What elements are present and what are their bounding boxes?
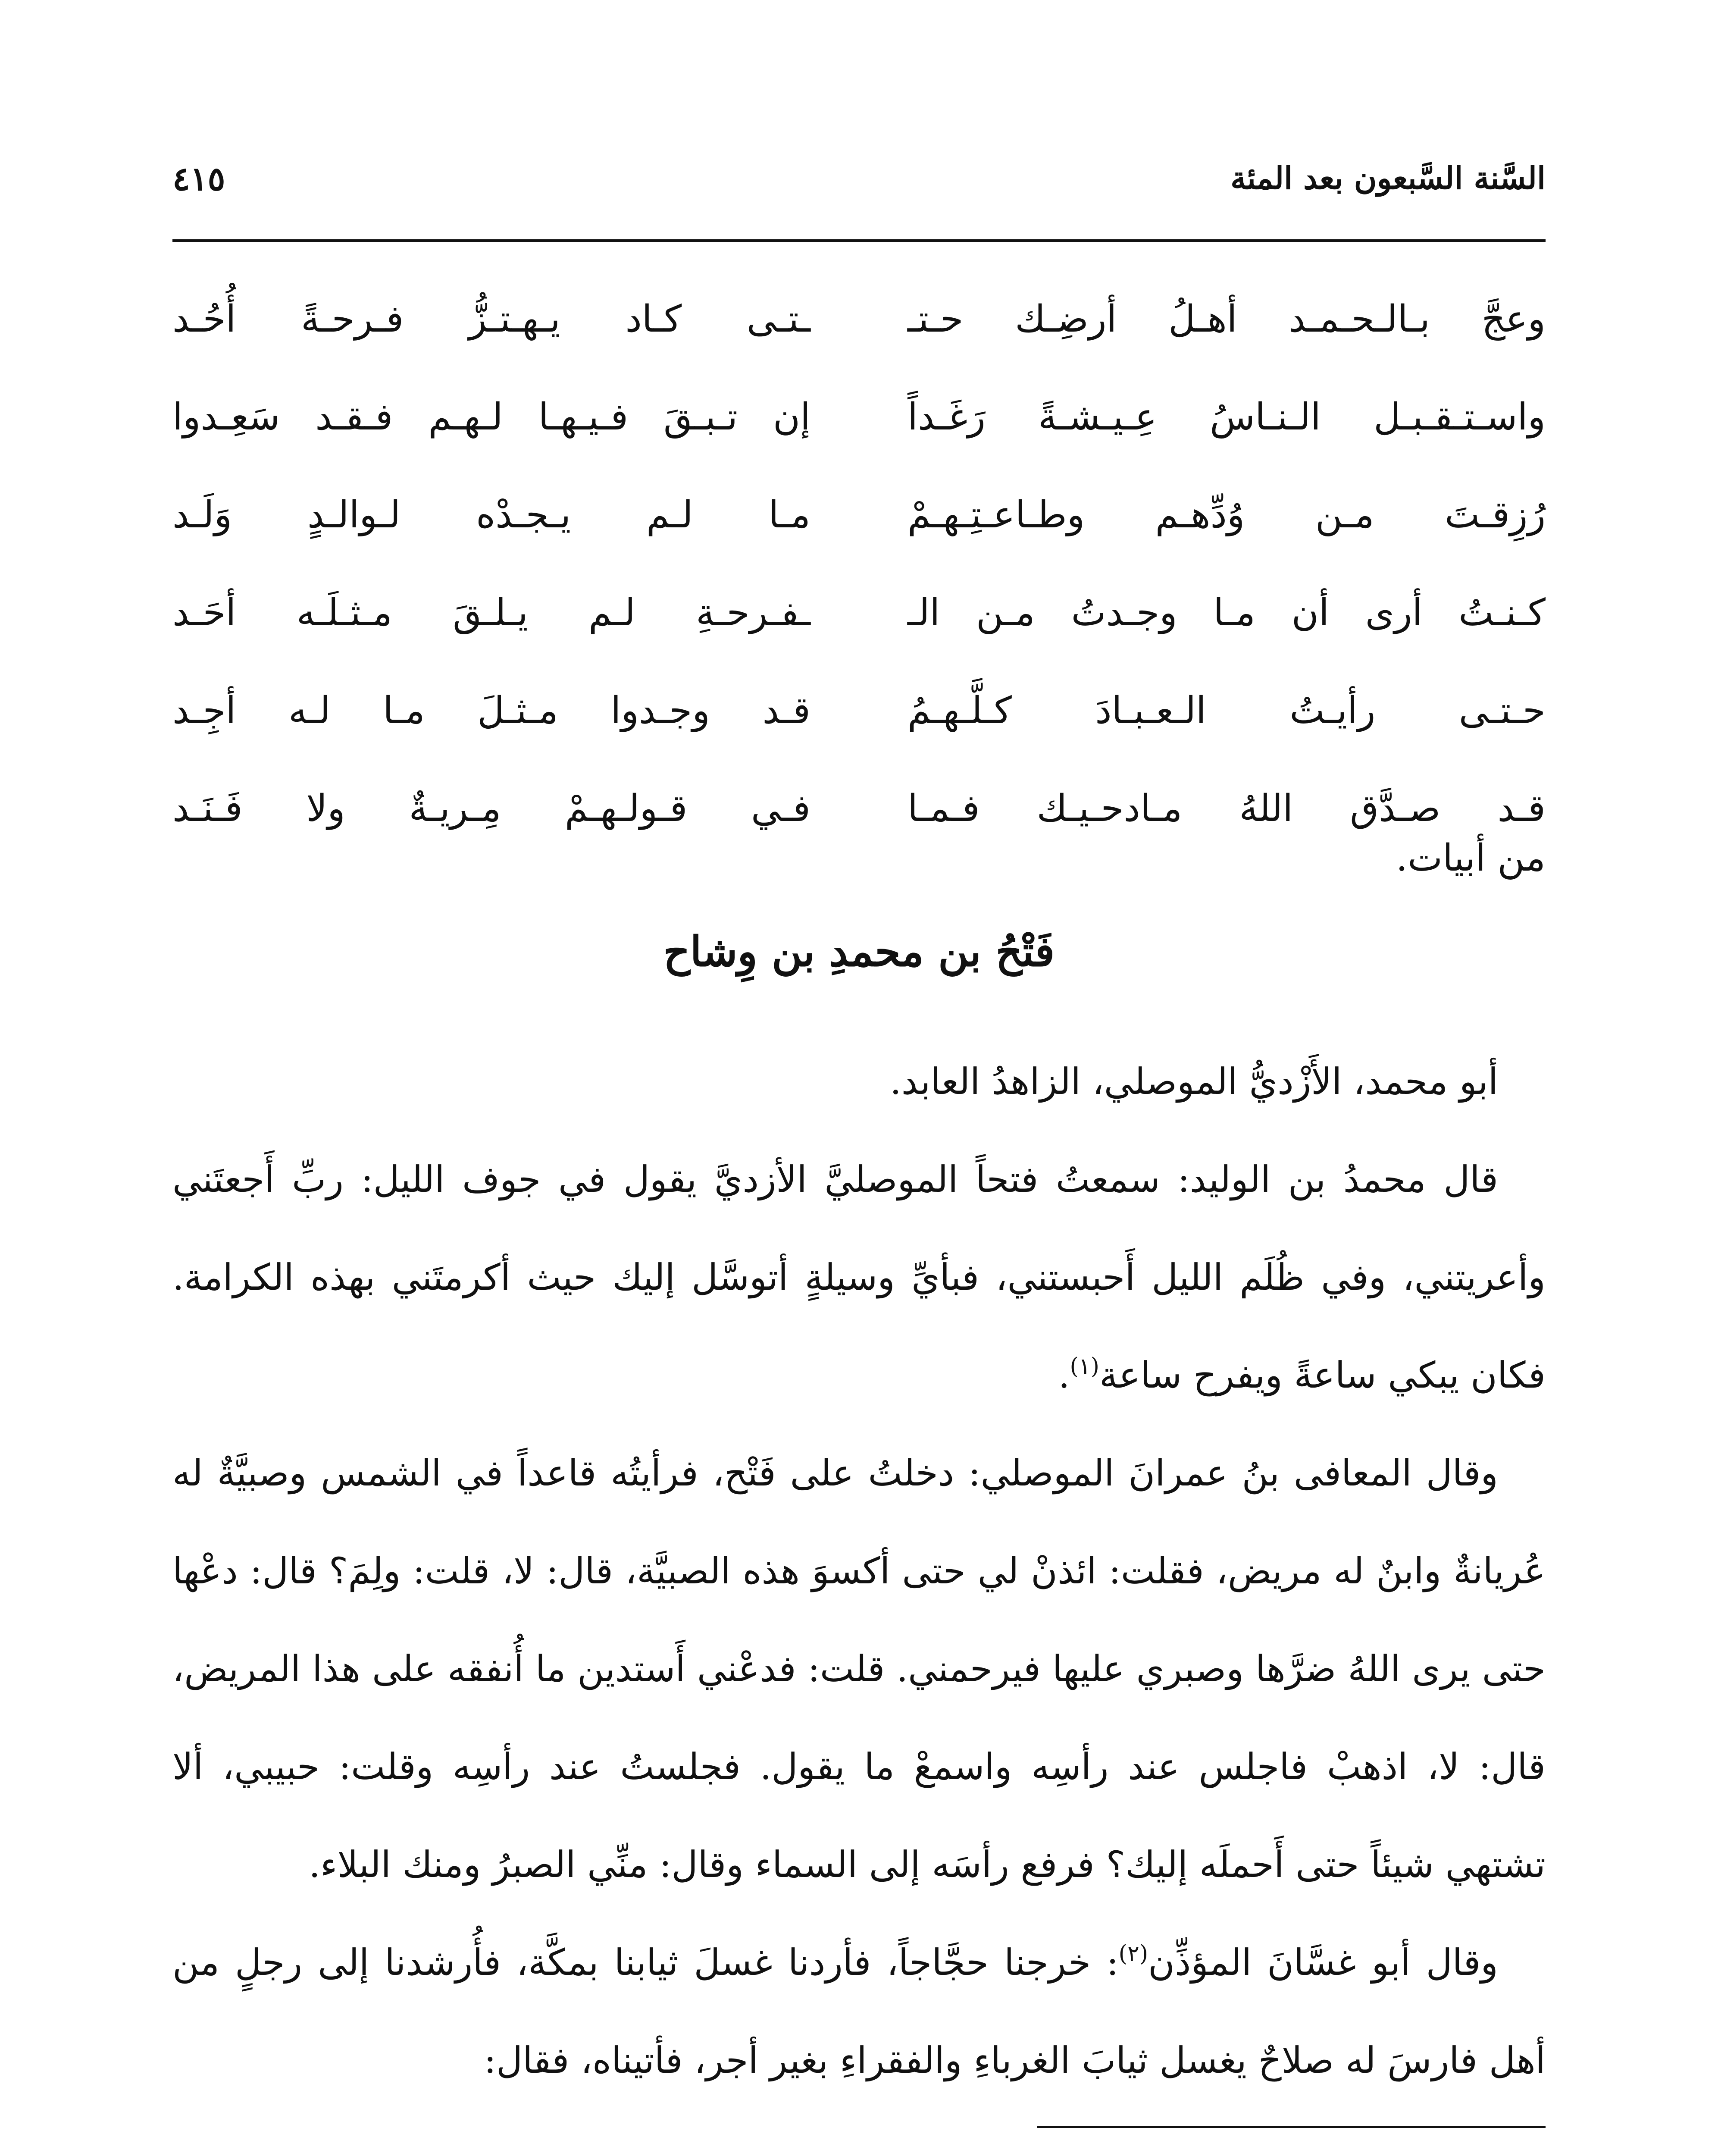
- footnotes: [172, 2143, 1546, 2156]
- poem-hemistich-first: واسـتـقـبـل الـنـاسُ عِـيـشـةً رَغَـداً: [908, 395, 1546, 439]
- running-title: السَّنة السَّبعون بعد المئة: [1230, 160, 1546, 196]
- poem-hemistich-second: قـد وجـدوا مـثـلَ مـا لـه أجِـد: [172, 689, 810, 732]
- poem-line: [172, 570, 1546, 667]
- poem-hemistich-second: ـتـى كـاد يـهـتـزُّ فـرحـةً أُحُـد: [172, 298, 810, 341]
- poem-hemistich-second: مـا لـم يـجـدْه لـوالـدٍ وَلَـد: [172, 493, 810, 536]
- paragraph: [172, 1914, 1546, 2109]
- header-divider: [172, 239, 1546, 242]
- paragraph-text: : خرجنا حجَّاجاً، فأردنا غسلَ ثيابنا بمكَّة، فأُرشدنا إلى رجلٍ من أهل فارسَ له صلاحٌ يغسل ثيابَ الغرباءِ والفقراءِ بغير أجر، فأتيناه، فقال:: [172, 1941, 1546, 2081]
- poem-line: [172, 374, 1546, 472]
- poem-line: [172, 472, 1546, 570]
- poem-hemistich-second: فـي قـولـهـمْ مِـريـةٌ ولا فَـنَـد: [172, 787, 810, 830]
- page-header: [172, 142, 1546, 220]
- poem-tail: من أبيات.: [1396, 837, 1546, 880]
- section-title: فَتْحُ بن محمدِ بن وِشاح: [663, 927, 1055, 976]
- poem-line: [172, 765, 1546, 863]
- poem-line: [172, 667, 1546, 765]
- poem-hemistich-second: إن تـبـقَ فـيـهـا لـهـم فـقـد سَعِـدوا: [172, 395, 810, 439]
- footnote-marker[interactable]: (١): [1070, 1354, 1099, 1379]
- footnote-marker[interactable]: (٢): [1118, 1941, 1148, 1967]
- paragraph: وقال المعافى بنُ عمرانَ الموصلي: دخلتُ على فَتْح، فرأيتُه قاعداً في الشمس وصبيَّةٌ له عُريانةٌ وابنٌ له مريض، فقلت: ائذنْ لي حتى أكسوَ هذه الصبيَّة، قال: لا، قلت: ولِمَ؟ قال: دعْها حتى يرى اللهُ ضرَّها وصبري عليها فيرحمني. قلت: فدعْني أَستدين ما أُنفقه على هذا المريض، قال: لا، اذهبْ فاجلس عند رأسِه واسمعْ ما يقول. فجلستُ عند رأسِه وقلت: حبيبي، ألا تشتهي شيئاً حتى أَحملَه إليك؟ فرفع رأسَه إلى السماء وقال: منِّي الصبرُ ومنك البلاء.: [172, 1452, 1546, 1886]
- poem-line: [172, 276, 1546, 374]
- page-number: ٤١٥: [172, 160, 225, 198]
- poem-hemistich-first: وعجَّ بـالـحـمـد أهـلُ أرضِـك حـتـ: [908, 298, 1546, 341]
- footnote: [172, 2143, 1546, 2156]
- poem-hemistich-first: قـد صـدَّق اللهُ مـادحـيـك فـمـا: [908, 787, 1546, 830]
- paragraph: [172, 1131, 1546, 1424]
- paragraph-text: وقال أبو غسَّانَ المؤذِّن: [1148, 1941, 1498, 1984]
- paragraph: أبو محمد، الأَزْديُّ الموصلي، الزاهدُ العابد.: [890, 1060, 1498, 1103]
- poem-hemistich-first: كـنـتُ أرى أن مـا وجـدتُ مـن الـ: [908, 591, 1546, 634]
- footnote-divider: [1037, 2126, 1546, 2128]
- poem-hemistich-first: رُزِقـتَ مـن وُدِّهـم وطـاعـتِـهـمْ: [908, 493, 1546, 536]
- poem-hemistich-second: ـفـرحـةِ لـم يـلـقَ مـثـلَـه أحَـد: [172, 591, 810, 634]
- poem-hemistich-first: حـتـى رأيـتُ الـعـبـادَ كـلَّـهـمُ: [908, 689, 1546, 732]
- paragraph-end: .: [1058, 1354, 1070, 1396]
- paragraph-text: قال محمدُ بن الوليد: سمعتُ فتحاً الموصليَّ الأزديَّ يقول في جوف الليل: ربِّ أَجعتَني وأعريتني، وفي ظُلَم الليل أَحبستني، فبأيِّ وسيلةٍ أتوسَّل إليك حيث أكرمتَني بهذه الكرامة. فكان يبكي ساعةً ويفرح ساعة: [172, 1158, 1546, 1396]
- poem: [172, 276, 1546, 863]
- body-text: [172, 1033, 1546, 2109]
